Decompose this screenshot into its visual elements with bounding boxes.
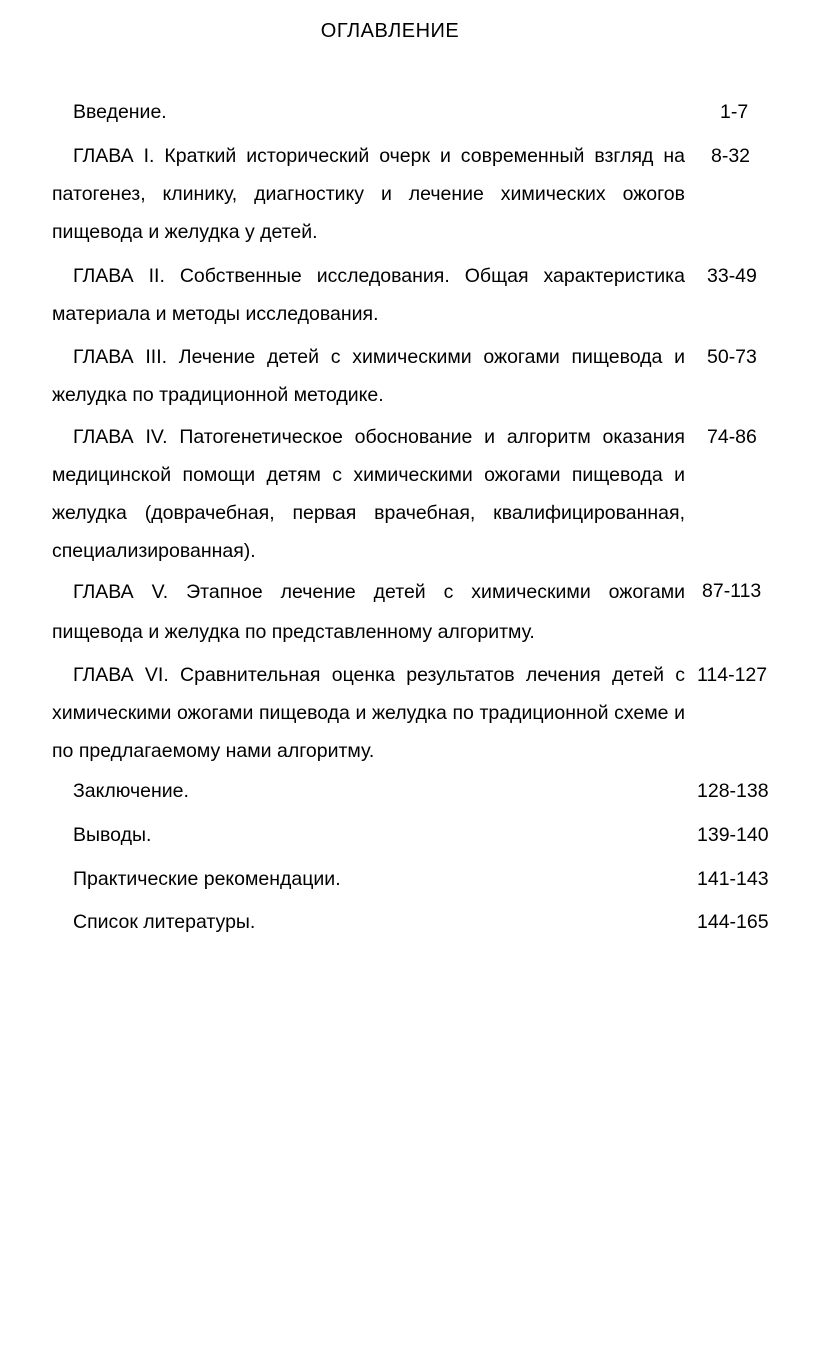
toc-entry-pages: 141-143 (697, 868, 769, 890)
toc-entry-text: Список литературы. (73, 911, 256, 933)
toc-entry-pages: 50-73 (707, 346, 757, 368)
toc-entry-pages: 144-165 (697, 911, 769, 933)
toc-entry-text: ГЛАВА III. Лечение детей с химическими ожогами пищевода и желудка по традиционной методике. (52, 346, 685, 406)
toc-entry-text: ГЛАВА I. Краткий исторический очерк и современный взгляд на патогенез, клинику, диагностику и лечение химических ожогов пищевода и желудка у детей. (52, 145, 685, 243)
toc-title: ОГЛАВЛЕНИЕ (320, 20, 460, 42)
toc-entry-text: Введение. (73, 101, 167, 123)
toc-entry-pages: 87-113 (702, 580, 762, 602)
toc-entry-text: Практические рекомендации. (73, 868, 341, 890)
toc-entry-pages: 74-86 (707, 426, 757, 448)
toc-entry-pages: 128-138 (697, 780, 769, 802)
toc-entry-pages: 8-32 (711, 145, 751, 167)
toc-entry-text: ГЛАВА V. Этапное лечение детей с химическими ожогами пищевода и желудка по представленному алгоритму. (52, 581, 685, 643)
toc-entry-pages: 139-140 (697, 824, 769, 846)
toc-entry-pages: 1-7 (720, 101, 749, 123)
toc-entry-text: Выводы. (73, 824, 152, 846)
toc-entry-pages: 33-49 (707, 265, 757, 287)
toc-entry-text: ГЛАВА VI. Сравнительная оценка результатов лечения детей с химическими ожогами пищевода и желудка по традиционной схеме и по предлагаемому нами алгоритму. (52, 664, 685, 762)
toc-entry-text: ГЛАВА IV. Патогенетическое обоснование и алгоритм оказания медицинской помощи детям с химическими ожогами пищевода и желудка (доврачебная, первая врачебная, квалифицированная, специализированная). (52, 426, 685, 562)
toc-entry-text: ГЛАВА II. Собственные исследования. Общая характеристика материала и методы исследования. (52, 265, 685, 325)
toc-entry-text: Заключение. (73, 780, 189, 802)
toc-entry-pages: 114-127 (697, 664, 768, 686)
